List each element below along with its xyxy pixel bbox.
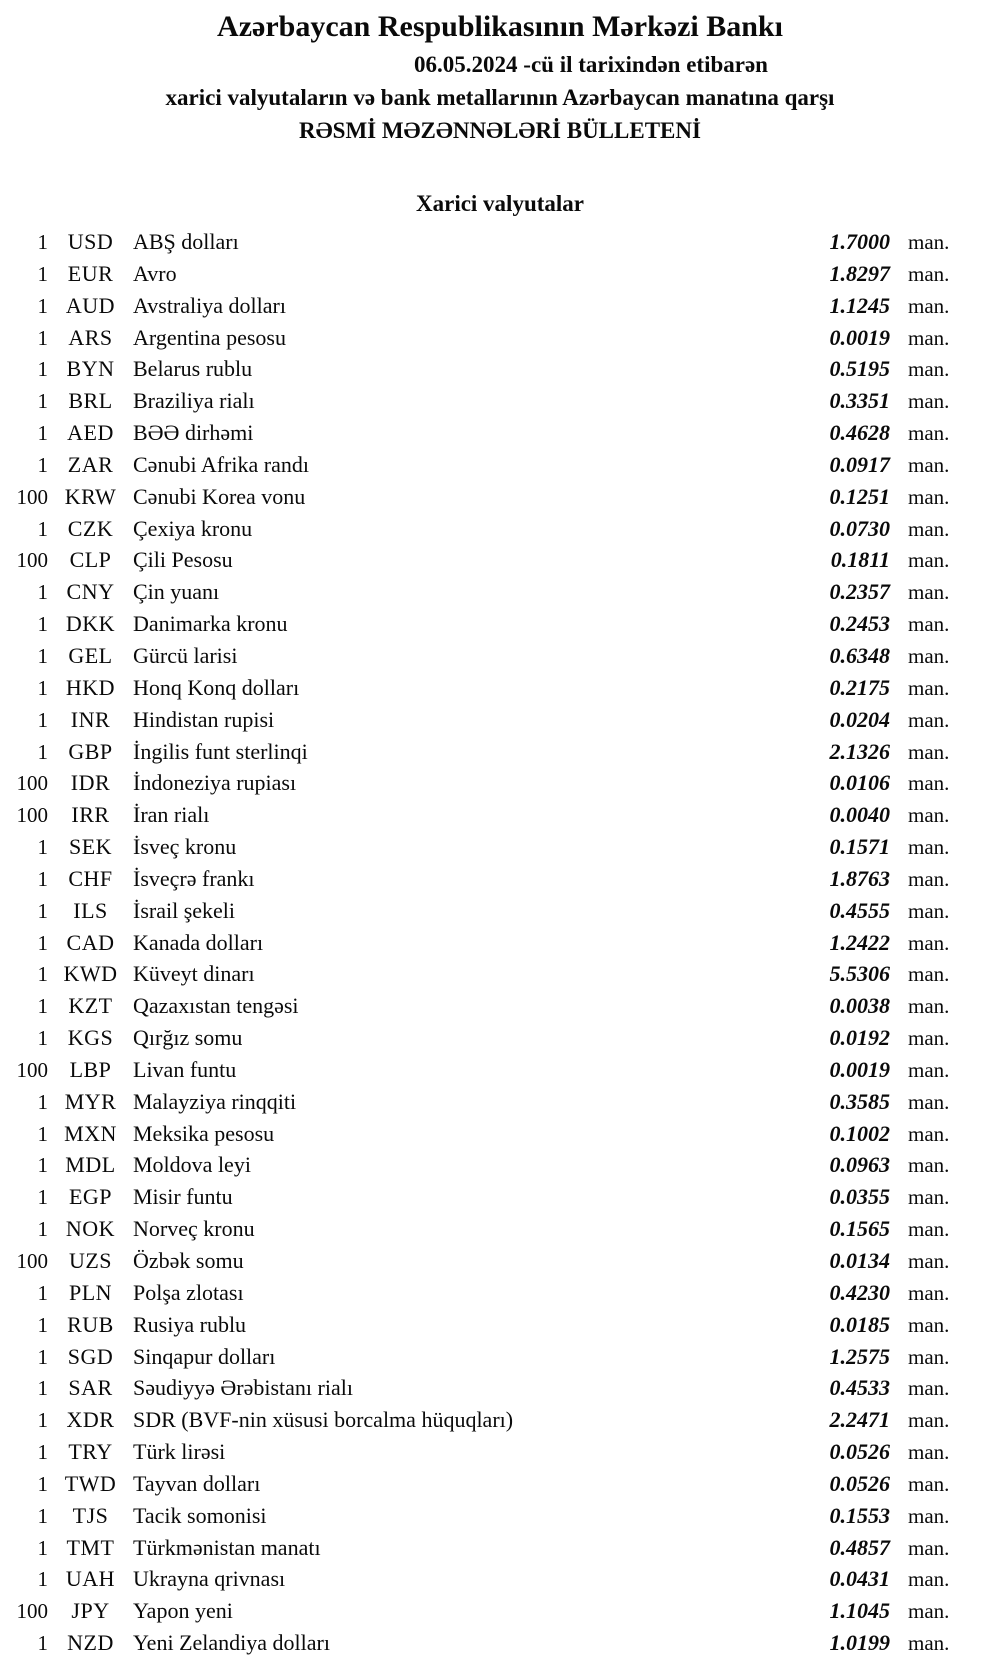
rate-value-cell: 0.0204 [829, 706, 890, 732]
rate-row [0, 704, 1000, 736]
quantity-cell: 1 [37, 1153, 48, 1178]
rate-value-cell: 2.1326 [829, 738, 890, 764]
currency-code-cell: KRW [64, 483, 117, 509]
currency-code-cell: LBP [69, 1056, 112, 1082]
rate-value-cell: 0.0192 [829, 1025, 890, 1051]
rate-row [0, 1245, 1000, 1277]
rate-row [0, 1054, 1000, 1086]
rate-row [0, 1022, 1000, 1054]
currency-code-cell: DKK [65, 611, 116, 637]
currency-name-cell: Qırğız somu [133, 1025, 243, 1051]
currency-name-cell: BƏƏ dirhəmi [133, 420, 254, 446]
currency-code-cell: INR [70, 706, 111, 732]
unit-cell: man. [908, 325, 950, 350]
unit-cell: man. [908, 612, 950, 637]
currency-name-cell: Meksika pesosu [133, 1120, 275, 1146]
rate-row [0, 990, 1000, 1022]
quantity-cell: 1 [37, 1312, 48, 1337]
quantity-cell: 1 [37, 1408, 48, 1433]
rate-row [0, 1563, 1000, 1595]
currency-name-cell: Yapon yeni [133, 1598, 233, 1624]
currency-name-cell: Tayvan dolları [133, 1470, 261, 1496]
quantity-cell: 1 [37, 1503, 48, 1528]
unit-cell: man. [908, 898, 950, 923]
currency-name-cell: Danimarka kronu [133, 611, 288, 637]
rate-value-cell: 1.7000 [829, 229, 890, 254]
rate-row [0, 831, 1000, 863]
quantity-cell: 1 [37, 389, 48, 414]
unit-cell: man. [908, 1121, 950, 1146]
currency-name-cell: Argentina pesosu [133, 324, 286, 350]
unit-cell: man. [908, 1567, 950, 1592]
currency-code-cell: MDL [65, 1152, 116, 1178]
quantity-cell: 100 [16, 1249, 48, 1273]
rate-value-cell: 0.1565 [829, 1216, 890, 1242]
rate-value-cell: 0.1811 [830, 547, 890, 573]
currency-code-cell: BRL [68, 388, 113, 414]
quantity-cell: 1 [37, 325, 48, 350]
rate-value-cell: 0.0917 [829, 451, 890, 477]
rate-row [0, 1627, 1000, 1659]
rate-row [0, 481, 1000, 513]
unit-cell: man. [908, 421, 950, 446]
rate-value-cell: 0.0040 [829, 802, 890, 828]
currency-code-cell: IRR [71, 802, 110, 828]
rate-value-cell: 2.2471 [829, 1407, 890, 1433]
currency-name-cell: Moldova leyi [133, 1152, 251, 1178]
currency-code-cell: KWD [63, 961, 118, 987]
unit-cell: man. [908, 1026, 950, 1051]
currency-code-cell: MYR [64, 1088, 117, 1114]
rate-row [0, 1086, 1000, 1118]
currency-code-cell: EUR [67, 260, 114, 286]
subtitle-line: xarici valyutaların və bank metallarının Azərbaycan manatına qarşı [165, 85, 835, 110]
currency-code-cell: ARS [68, 324, 113, 350]
rate-row [0, 1277, 1000, 1309]
unit-cell: man. [908, 1408, 950, 1433]
rate-row [0, 290, 1000, 322]
currency-name-cell: İsveç kronu [133, 834, 237, 860]
rate-row [0, 1341, 1000, 1373]
rate-value-cell: 0.0963 [829, 1152, 890, 1178]
currency-code-cell: ZAR [67, 451, 114, 477]
rate-value-cell: 0.3585 [829, 1088, 890, 1114]
currency-name-cell: Avstraliya dolları [133, 292, 286, 318]
quantity-cell: 1 [37, 516, 48, 541]
quantity-cell: 1 [37, 898, 48, 923]
rate-value-cell: 0.4628 [829, 420, 890, 446]
unit-cell: man. [908, 1089, 950, 1114]
currency-code-cell: USD [67, 229, 114, 254]
quantity-cell: 1 [37, 1344, 48, 1369]
section-title-foreign-currencies: Xarici valyutalar [416, 191, 584, 216]
rate-value-cell: 5.5306 [829, 961, 890, 987]
currency-name-cell: İran rialı [133, 802, 210, 828]
currency-code-cell: GBP [68, 738, 113, 764]
quantity-cell: 1 [37, 643, 48, 668]
rate-row [0, 672, 1000, 704]
rate-value-cell: 0.1571 [829, 834, 890, 860]
quantity-cell: 1 [37, 835, 48, 860]
unit-cell: man. [908, 1471, 950, 1496]
unit-cell: man. [908, 389, 950, 414]
unit-cell: man. [908, 707, 950, 732]
rate-row [0, 1500, 1000, 1532]
unit-cell: man. [908, 1376, 950, 1401]
currency-name-cell: Honq Konq dolları [133, 674, 300, 700]
unit-cell: man. [908, 994, 950, 1019]
quantity-cell: 1 [37, 1440, 48, 1465]
quantity-cell: 100 [16, 803, 48, 828]
quantity-cell: 1 [37, 1121, 48, 1146]
currency-code-cell: BYN [66, 356, 115, 382]
rate-row [0, 767, 1000, 799]
currency-code-cell: KGS [67, 1025, 114, 1051]
rate-value-cell: 0.0355 [829, 1184, 890, 1210]
quantity-cell: 1 [37, 421, 48, 446]
currency-name-cell: Çili Pesosu [133, 547, 233, 573]
rate-value-cell: 0.2175 [829, 674, 890, 700]
rate-value-cell: 0.1002 [829, 1120, 890, 1146]
rate-value-cell: 0.4230 [829, 1279, 890, 1305]
rate-row [0, 736, 1000, 768]
rate-value-cell: 0.6348 [829, 642, 890, 668]
currency-name-cell: Livan funtu [133, 1056, 237, 1082]
quantity-cell: 100 [16, 548, 48, 573]
quantity-cell: 1 [37, 1471, 48, 1496]
currency-name-cell: Rusiya rublu [133, 1311, 247, 1337]
currency-name-cell: Türk lirəsi [133, 1439, 226, 1465]
unit-cell: man. [908, 835, 950, 860]
unit-cell: man. [908, 548, 950, 573]
unit-cell: man. [908, 516, 950, 541]
unit-cell: man. [908, 1153, 950, 1178]
currency-name-cell: Hindistan rupisi [133, 706, 275, 732]
rate-value-cell: 0.0185 [829, 1311, 890, 1337]
quantity-cell: 1 [37, 994, 48, 1019]
currency-name-cell: Braziliya rialı [133, 388, 255, 414]
rate-value-cell: 1.1045 [829, 1598, 890, 1624]
currency-name-cell: Sinqapur dolları [133, 1343, 276, 1369]
bulletin-title-line: RƏSMİ MƏZƏNNƏLƏRİ BÜLLETENİ [299, 118, 701, 143]
rate-row [0, 385, 1000, 417]
rate-value-cell: 0.2357 [829, 579, 890, 605]
rate-row [0, 1149, 1000, 1181]
currency-name-cell: Gürcü larisi [133, 642, 238, 668]
quantity-cell: 100 [16, 771, 48, 796]
currency-code-cell: TWD [64, 1470, 117, 1496]
currency-code-cell: CAD [66, 929, 115, 955]
unit-cell: man. [908, 643, 950, 668]
unit-cell: man. [908, 230, 950, 254]
effective-date-line: 06.05.2024 -cü il tarixindən etibarən [414, 52, 768, 77]
currency-name-cell: ABŞ dolları [133, 229, 239, 254]
unit-cell: man. [908, 1312, 950, 1337]
currency-code-cell: IDR [70, 770, 111, 796]
rate-row [0, 608, 1000, 640]
unit-cell: man. [908, 1057, 950, 1082]
currency-name-cell: Səudiyyə Ərəbistanı rialı [133, 1375, 353, 1401]
rate-row [0, 1532, 1000, 1564]
unit-cell: man. [908, 866, 950, 891]
quantity-cell: 1 [37, 1217, 48, 1242]
rate-row [0, 895, 1000, 927]
rate-row [0, 1118, 1000, 1150]
rate-value-cell: 1.8763 [829, 865, 890, 891]
rate-value-cell: 0.0038 [829, 993, 890, 1019]
rate-value-cell: 1.8297 [829, 260, 890, 286]
currency-code-cell: AED [67, 420, 114, 446]
currency-name-cell: Küveyt dinarı [133, 961, 255, 987]
rate-row [0, 1309, 1000, 1341]
rate-value-cell: 0.4857 [829, 1534, 890, 1560]
currency-name-cell: Cənubi Afrika randı [133, 451, 309, 477]
currency-name-cell: Yeni Zelandiya dolları [133, 1630, 330, 1656]
currency-code-cell: SGD [67, 1343, 114, 1369]
currency-name-cell: Tacik somonisi [133, 1502, 267, 1528]
rate-row [0, 353, 1000, 385]
unit-cell: man. [908, 452, 950, 477]
rate-value-cell: 0.0019 [829, 1056, 890, 1082]
quantity-cell: 1 [37, 580, 48, 605]
currency-code-cell: CLP [69, 547, 112, 573]
unit-cell: man. [908, 580, 950, 605]
quantity-cell: 1 [37, 230, 48, 254]
unit-cell: man. [908, 1185, 950, 1210]
rate-value-cell: 0.0526 [829, 1439, 890, 1465]
rate-value-cell: 0.0730 [829, 515, 890, 541]
currency-name-cell: Belarus rublu [133, 356, 253, 382]
currency-code-cell: CHF [68, 865, 113, 891]
rate-row [0, 1181, 1000, 1213]
currency-name-cell: Özbək somu [133, 1248, 244, 1273]
quantity-cell: 1 [37, 261, 48, 286]
currency-code-cell: SAR [68, 1375, 113, 1401]
currency-name-cell: SDR (BVF-nin xüsusi borcalma hüquqları) [133, 1407, 514, 1433]
unit-cell: man. [908, 293, 950, 318]
currency-code-cell: XDR [66, 1407, 115, 1433]
currency-name-cell: Çin yuanı [133, 579, 220, 605]
currency-code-cell: RUB [67, 1311, 114, 1337]
rate-value-cell: 0.0526 [829, 1470, 890, 1496]
unit-cell: man. [908, 962, 950, 987]
quantity-cell: 1 [37, 866, 48, 891]
unit-cell: man. [908, 1631, 950, 1656]
quantity-cell: 1 [37, 1185, 48, 1210]
rate-row [0, 1468, 1000, 1500]
rate-row [0, 544, 1000, 576]
rate-row [0, 799, 1000, 831]
rate-row [0, 927, 1000, 959]
currency-code-cell: KZT [68, 993, 113, 1019]
currency-code-cell: NZD [67, 1630, 114, 1656]
currency-name-cell: Cənubi Korea vonu [133, 483, 306, 509]
currency-name-cell: İsrail şekeli [133, 897, 236, 923]
unit-cell: man. [908, 1440, 950, 1465]
unit-cell: man. [908, 803, 950, 828]
quantity-cell: 100 [16, 484, 48, 509]
currency-name-cell: İsveçrə frankı [133, 865, 255, 891]
rate-value-cell: 0.0431 [829, 1566, 890, 1592]
currency-code-cell: MXN [64, 1120, 117, 1146]
rate-row [0, 1436, 1000, 1468]
rate-row [0, 417, 1000, 449]
rate-row [0, 322, 1000, 354]
rate-row [0, 1404, 1000, 1436]
quantity-cell: 100 [16, 1057, 48, 1082]
currency-name-cell: İngilis funt sterlinqi [133, 738, 308, 764]
rate-row [0, 513, 1000, 545]
currency-name-cell: Türkmənistan manatı [133, 1534, 321, 1560]
unit-cell: man. [908, 675, 950, 700]
unit-cell: man. [908, 1344, 950, 1369]
unit-cell: man. [908, 1280, 950, 1305]
unit-cell: man. [908, 484, 950, 509]
quantity-cell: 1 [37, 930, 48, 955]
unit-cell: man. [908, 261, 950, 286]
quantity-cell: 1 [37, 1026, 48, 1051]
quantity-cell: 1 [37, 707, 48, 732]
currency-name-cell: Çexiya kronu [133, 515, 253, 541]
quantity-cell: 1 [37, 293, 48, 318]
currency-code-cell: TRY [68, 1439, 113, 1465]
currency-name-cell: Polşa zlotası [133, 1279, 244, 1305]
currency-code-cell: UAH [65, 1566, 116, 1592]
rate-row [0, 958, 1000, 990]
currency-code-cell: EGP [68, 1184, 113, 1210]
currency-code-cell: AUD [65, 292, 116, 318]
currency-name-cell: Qazaxıstan tengəsi [133, 993, 299, 1019]
unit-cell: man. [908, 739, 950, 764]
currency-code-cell: CNY [66, 579, 115, 605]
rate-row [0, 226, 1000, 258]
unit-cell: man. [908, 357, 950, 382]
unit-cell: man. [908, 771, 950, 796]
rate-row [0, 576, 1000, 608]
rate-value-cell: 0.4555 [829, 897, 890, 923]
currency-code-cell: ILS [73, 897, 108, 923]
unit-cell: man. [908, 1217, 950, 1242]
rate-value-cell: 0.2453 [829, 611, 890, 637]
quantity-cell: 1 [37, 962, 48, 987]
rate-value-cell: 1.2422 [829, 929, 890, 955]
currency-name-cell: Malayziya rinqqiti [133, 1088, 297, 1114]
quantity-cell: 1 [37, 1089, 48, 1114]
rate-value-cell: 0.1251 [829, 483, 890, 509]
rate-value-cell: 1.1245 [829, 292, 890, 318]
currency-code-cell: SEK [68, 834, 113, 860]
currency-name-cell: İndoneziya rupiası [133, 770, 297, 796]
currency-code-cell: CZK [67, 515, 114, 541]
bank-name-title: Azərbaycan Respublikasının Mərkəzi Bankı [217, 10, 783, 43]
currency-code-cell: NOK [65, 1216, 116, 1242]
quantity-cell: 1 [37, 1631, 48, 1656]
quantity-cell: 1 [37, 612, 48, 637]
currency-name-cell: Avro [133, 260, 177, 286]
unit-cell: man. [908, 1249, 950, 1273]
currency-code-cell: PLN [68, 1279, 113, 1305]
currency-code-cell: JPY [71, 1598, 110, 1624]
rate-row [0, 640, 1000, 672]
currency-name-cell: Kanada dolları [133, 929, 264, 955]
rate-value-cell: 0.0106 [829, 770, 890, 796]
quantity-cell: 1 [37, 357, 48, 382]
unit-cell: man. [908, 1599, 950, 1624]
rate-row [0, 1372, 1000, 1404]
quantity-cell: 1 [37, 1535, 48, 1560]
unit-cell: man. [908, 1535, 950, 1560]
rate-row [0, 449, 1000, 481]
rate-value-cell: 0.5195 [829, 356, 890, 382]
unit-cell: man. [908, 930, 950, 955]
rate-value-cell: 1.2575 [829, 1343, 890, 1369]
quantity-cell: 100 [16, 1599, 48, 1624]
quantity-cell: 1 [37, 1376, 48, 1401]
rate-value-cell: 0.3351 [829, 388, 890, 414]
rate-value-cell: 1.0199 [829, 1630, 890, 1656]
currency-name-cell: Norveç kronu [133, 1216, 255, 1242]
rate-row [0, 1213, 1000, 1245]
currency-code-cell: TMT [66, 1534, 115, 1560]
rate-row [0, 258, 1000, 290]
currency-name-cell: Misir funtu [133, 1184, 233, 1210]
currency-code-cell: HKD [65, 674, 116, 700]
currency-code-cell: GEL [68, 642, 113, 668]
quantity-cell: 1 [37, 739, 48, 764]
currency-name-cell: Ukrayna qrivnası [133, 1566, 286, 1592]
unit-cell: man. [908, 1503, 950, 1528]
rate-row [0, 863, 1000, 895]
rate-value-cell: 0.1553 [829, 1502, 890, 1528]
currency-code-cell: TJS [72, 1502, 109, 1528]
currency-code-cell: UZS [68, 1248, 113, 1273]
quantity-cell: 1 [37, 1280, 48, 1305]
quantity-cell: 1 [37, 452, 48, 477]
quantity-cell: 1 [37, 675, 48, 700]
rate-row [0, 1595, 1000, 1627]
quantity-cell: 1 [37, 1567, 48, 1592]
rate-value-cell: 0.0134 [829, 1248, 890, 1273]
rate-value-cell: 0.4533 [829, 1375, 890, 1401]
rate-value-cell: 0.0019 [829, 324, 890, 350]
rates-table [0, 226, 1000, 1659]
